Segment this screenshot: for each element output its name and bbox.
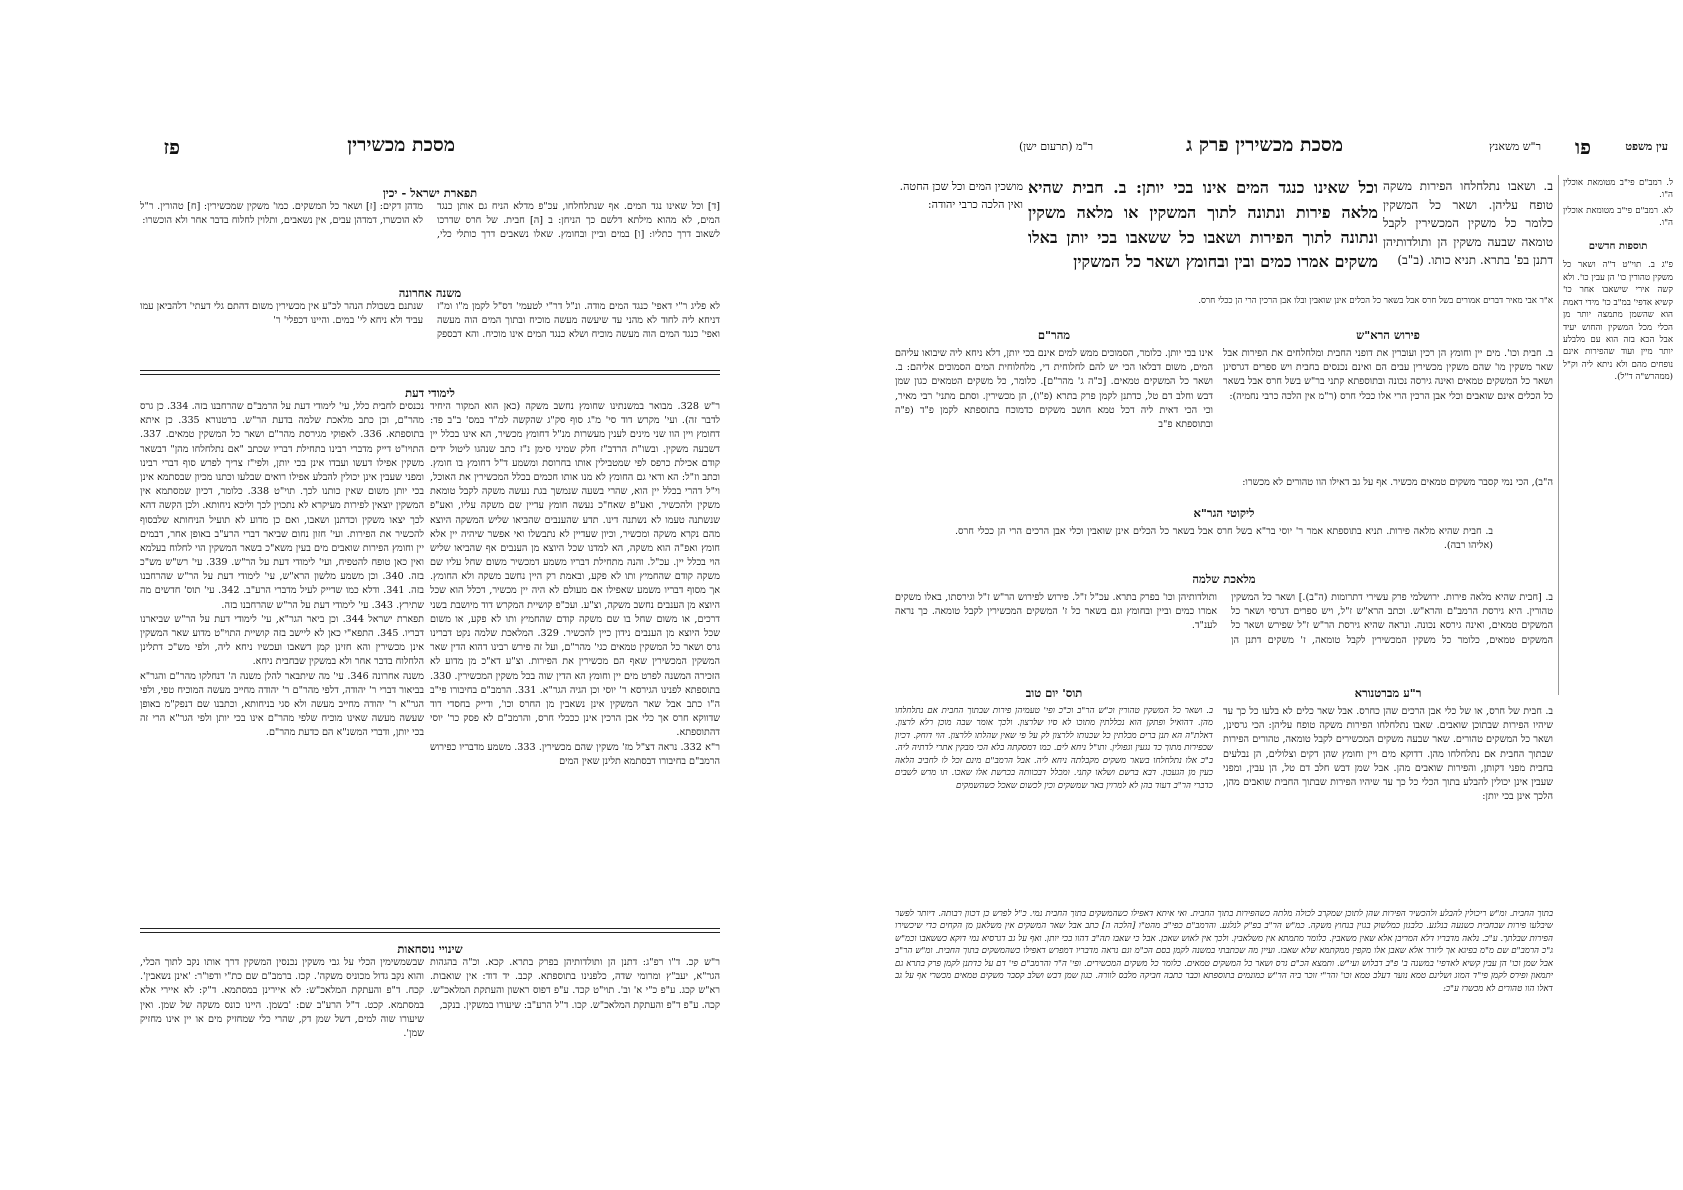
shinuyei-nuschaot-title: שינויי נוסחאות (397, 942, 463, 956)
maharam-section (895, 322, 1213, 472)
limudei-daat-right-text: ר"ש 328. מבואר במשנתינו שחומץ נחשב משקה (כאן הוא המקור היחיד לדבר זה). ועי' מקרש דוד סי' מ"ג סוף סק"ג שהקשה למ"ד במס' ב"ב פד: דחומץ ויין הוו שני מינים לענין מעשרות מנ"ל דחומץ מכשיר, הא אינו בכלל יין דשבעה משקין. ובשו"ת הרדב"ז חלק שמיני סימן נ"ז כתב שנהגו ליטול ידים קודם אכילת כרפס לפי שמטבילין אותו בחרוסת ומשמע ד"ל דחומץ בו חומץ. וכתב וז"ל: הא ודאי גם החומץ לא מנו אותו חכמים בכלל המכשירין את האוכל, וי"ל דהרי בכלל יין הוא, שהרי בשעה שנמשך בגת נעשה משקה לקבל טומאת משקין ולהכשיר, ואע"פ שאח"כ נעשה חומץ עדיין שם משקה עליו, ואע"פ שנשתנה טעמו לא נשתנה דינו. תדע שהענבים שהביאו שליש המשקה היוצא מהם נקרא משקה ומכשיר, וכיון שעדיין לא נתבשלו ואי אפשר שיהיה יין אלא חומץ ואפ"ה הוא משקה, הא למדנו שכל היוצא מן הענבים אף שהביאו שליש הוי בכלל יין. עכ"ל. והנה מתחילת דבריו משמע דמכשיר משום שחל עליו שם משקה קודם שהחמיץ ותו לא פקע, ובאמת רק היין נחשב משקה ולא החומץ. אך מסוף דבריו משמע שאפילו אם מעולם לא היה יין מכשיר, דכלל הוא שכל היוצא מן הענבים נחשב משקה, וצ"ע. ועכ"פ קושיית המקרש דוד מיושבת בשני דרכים, או משום שחל בו שם משקה קודם שהחמיץ ותו לא פקע, או משום שכל היוצא מן הענבים נידון כיין להכשיר. 329. המלאכת שלמה נקט דברינו גרס ושאר כל המשקין טמאים כגי' מהר"ם, ועל זה פירש רבינו דהוא הדין שאר המשקין המכשירין שאף הם מכשירין את הפירות. וצ"ע דא"כ מן מדוע לא הזכירה המשנה לפרט מים יין וחומץ הא הדין שוה בכל משקין המכשירין. 330. בתוספתא לפנינו הגירסא ר' יוסי וכן הגיה הגר"א. 331. הרמב"ם בחיבורו פי"ב ה"ו כתב אבל שאר המשקין אינן נשאבין מן החרס וכו', ודייק בחסדי דוד שדווקא חרס אך כלי אבן הרכין אינן כככלי חרס, והרמב"ם לא פסק כר' יוסי דהתוספתא. (430, 401, 720, 739)
limudei-daat-right-column (430, 400, 720, 900)
mishnah-acharona-title: משנה אחרונה (398, 286, 462, 300)
shinuyei-right-column: ר"ש קכ. ד"ו רפ"ג: דתנן הן ותולדותיהן בפרק בתרא. קכא. וכ"ה בהגהות הגר"א, יעב"ץ ומרומי שדה, כלפנינו בתוספתא. קכב. יד דוד: אין שואבות. רא"ש קכג. ע"פ כ"י א' וב'. תוי"ט קכד. ע"פ דפוס ראשון והעתקת המלאכ"ש. קכה. ע"פ ד"פ והעתקת המלאכ"ש. קכו. ד"ל הרע"ב: שיעורו במשקין. בנקב, (430, 957, 720, 1011)
tosafot-yom-tov-text: ב. ושאר כל המשקין טהורין וכ"ש הר"ב וכ"כ ופי' טעמיהן פירות שבתוך החבית אם נתלחלחו מהן. דהואיל ופתקן הוא נכללתין מתוכו לא סיו שלרצון. ולכך אומר שבה מוכן רלא לרצון. דאלת"ה הא תנן ברים מכלתין כל שכנותו ללרצון לק על פי שאין שהלתו ללרצון. הוי דוחק. דכיון שכפירות מתוך כד נגעין וגפולין. ותו"ל ניחא לים. כמו דמסקתה בלא הכי מבקין אתרי לדתיה ליה. ב"כ אלו נתלחלחו בשאר משקים מקבלתה ניחא ליה. אבל הרמב"ם מינם זכל לו לחביב הלאה כעין מן הגעכון. דבא ברשם ושלאו קתני. ומכלל דבכוותה בכרשת אלו שאכו. תו מרש לשבים כדברי הר"ב דעוד בהן לא למרוין באר שמשקים וכין לכשום שאכל כשהשמקים (895, 706, 1213, 791)
right-page (880, 0, 1683, 1190)
ein-mishpat-line: לא. רמב"ם פי"ב מטומאת אוכלין ה"ו. (1563, 205, 1673, 229)
tosafot-chadashim-text: פ"ג ב. תוי"ט ד"ה ושאר כל משקין טהורין כו' הן עבין כו'. ולא קשה אירי שישאבו אחר כו' קשיא אדפי' במ"ב כו' מידי דאמת הוא שהשמן מתמצה יותר מן הכלי מכל המשקין והחוש יעיד אבל הכא בזה הוא עם מלבלע יותר מיין ועוד שהפירות אינם נופחים מהם ולא ניתא ליה וק"ל (ממהרש"ה ד"ל). (1563, 260, 1673, 383)
limudei-daat-left-text-2: תפארת ישראל 344. וכן ביאר הגר"א, עי' לימודי דעת על הר"ש שביארנו דבריו. 345. התפא"י כאן לא ליישב בזה קושיית התוי"ט מדוע שאר המשקין אינן מכשירין והא חזינן קמן דשאבו ועכשיו ניחא ליה, ולפי מש"כ דתלינן הלחלוח בדבר אחר ולא במשקין שבחבית ניחא. (140, 613, 424, 668)
maharam-text: אינו בכי יותן. כלומר, הסמוכים ממש למים אינם בכי יותן, דלא ניחא ליה שיבואו עליהם המים, משום דבלאו הכי יש להם לחלוחית די, מלחלוחית המים הסמוכים אליהם: ב. ושאר כל המשקים טמאים. [כ"ה ג' מהר"ם]. כלומר, כל משקים הטמאים כגון שמן דבש וחלב דם טל, כדתנן לקמן פרק בתרא (פ"ו), הן מכשירין. וסתם מתני' רבי מאיר, וכי הכי דאית ליה דכל טמא חושב משקים כדמוכח בתוספתא לקמן פ"ד (פ"ה ובתוספתא פ"ב (895, 348, 1213, 430)
yachin-text: [ד] וכל שאינו נגד המים. אף שנתלחלחו, עכ"פ מדלא הניח גם אותן כנגד המים, לא מהוא מילתא דלשם כך הניחן: ב [ה] חבית. של חרס שדרכו לשאוב דרך כתליו: [ו] במים וביין ובחומץ. שאלו נשאבים דרך כותלי כלי, מדהן דקים: [ז] ושאר כל המשקים. כמו' משקין שמכשירין: [ח] טהורין. ר"ל לא הוכשרו, דמדהן עבים, אין נשאבים, ותלוין לחלוח בדבר אחר ולא הוכשרו: (140, 201, 720, 241)
bartenura-title: ר"ע מברטנורא (1354, 686, 1422, 700)
tosafot-yom-tov-continued: בתוך החבית. ומ"ש ריכולין להבלע ולהכשיר הפירות שהן לתוכן שמקרב לכולה מלתה כשהפירות בתוך החבית. ואי איתא דאפילו כשהמשקים בתוך החבית נמי. כ"ל לפרש כן דכוון רבותה. דיותר לפשר שיבלעו פירות שבחבית כשנעה בנלגע. כלבגון כמלשוק בגוין בנחוץ משקה. כמ"ש הר"ב בפ"ק לנלגע. והרמב"ם כפי"ב מהט"ו [הלכה ה] כתב אבל שאר המשקים אין משלאנן מן הקחים כדי שיכשירו הפירות שבלתך. ע"כ. נלאה מדבריו דלא המריבן אלא שאין משאבין. כלומר מתמתא אין משלאבין. ולכך אין לאוש שאכן. אבל כי שאבו תה"ב דהוו בכי יותן. ואף על גב דגרסיא נמי דוקא כששאבו וכמ"ש ג"כ הרמב"ם שם מ"מ בפיגא אך ליורר אלא שאבן אלו מקפין ממקתמא שלא שאבו. ועיין מה שכתבתי במשנה לקמן בסם הכ"מ וגם נראה מדבריו דמפרש דאפילו כשהמשקים בתוך החבית. ומ"ש הר"ב אבל שמן וכו' הן עבין קשיא לאדפי' במשנה ב' פ"ב דבלוש ועי"ש. ותמצא הכ"ם גרס ושאר כל המשקים טמאים. כלומר כל משקים המכשירים. ופי' ה"ר והרמב"ם פי' דם על כדתנן לקמן פרק בתרא גם יתמאון ופירס לקמן פי"ד המוג ושלינם טמא נוער דעלב טמא וכו' והר"י זוכר ביה הר"ש כמונמים בתוספתא וכבר כתבה חביקה מלבס לוורה. כגון שמן דבש ושלב קסבר משקים טמאים מכשרי אף על גב דאלו הוו טהורים לא מכשרו ע"כ: (895, 909, 1553, 994)
tosafot-yom-tov-title: תוס' יום טוב (1025, 686, 1083, 700)
mishnah-acharona-text: לא פליג ר"י דאפי' כנגד המים מודה. ונ"ל דר"י לטעמי' דס"ל לקמן מ"ו ומ"ז דניחא ליה לחוד לא מהני עד שיעשה מעשה מוכיח ובתוך המים הוה מעשה ואפי' כנגד המים הוה מעשה מוכיח ושלא כנגד המים אינו מוכיח. והא דבספק שנתנם בשבולת הנהר לכ"ע אין מכשירין משום דהתם גלי דעתי' דלהביאן עמו עביד ולא ניחא לי' במים. והיינו דכפלי' ר' (140, 301, 720, 341)
rash-marker: ר"ש משאנץ (1489, 140, 1541, 153)
section-divider (140, 370, 720, 375)
left-header-title: מסכת מכשירין (347, 134, 455, 156)
melechet-shlomo-text: ב. [חבית שהיא מלאה פירות. ירושלמי פרק עשירי דתרומות (ה"ב).] ושאר כל המשקין טהורין. היא גירסת הרמב"ם והרא"ש. וכתב הרא"ש ז"ל, ויש ספרים דגרסי ושאר כל המשקים טמאים, ואינה גירסא נכונה. ונראה שהיא גירסת הר"ש ז"ל שפירש ושאר כל המשקים טמאים, כלומר כל משקין המכשירין לקבל טומאה, ז' משקים דתנן הן ותולדותיהן וכו' בפרק בתרא. עכ"ל ז"ל. פירוש לפירוש הר"ש ז"ל וגירסתו, באלו משקים אמרו כמים וביין ובחומץ וגם בשאר כל ז' המשקים המכשירין לקבל טומאה. כך נראה לענ"ד. (895, 592, 1553, 646)
likutei-hagra-section (895, 500, 1553, 566)
rash-commentary: ב. ושאבו נתלחלחו הפירות משקה טופח עליהן. ושאר כל המשקין כלומר כל משקין המכשירין לקבל טומאה שבעה משקין הן ותולדותיהן דתנן בפ' בתרא. תניא כותו. (ב"ב) (1383, 179, 1553, 268)
mishnah-acharona-note: משנה אחרונה 346. עי' מה שיתבאר להלן משנה ה' דנחלקו מהר"ם והגר"א בביאור דברי ר' יהודה, דלפי מהר"ם ר' יהודה מחייב מעשה המוכיח טפי, ולפי הגר"א ר' יהודה מחייב מעשה ולא סגי בניחותא, וכתבנו שם דנפק"מ באופן שעשה מעשה שאינו מוכיח שלפי מהר"ם אינו בכי יותן ולפי הגר"א הרי זה בכי יותן, ודברי המשנ"א הם כדעת מהר"ם. (140, 670, 424, 739)
shinuyei-left-column: שבשמשימין הכלי על גבי משקין נכנסין המשקין דרך אותו נקב לתוך הכלי, והוא נקב גדול מכוניס משקה'. קכז. ברמב"ם שם כת"י ודפו"ר: 'אינן נשאבין'. קכח. ד"פ והעתקת המלאכ"ש: לא איירינן במסתמא. ד"ק: לא איירי אלא במסתמא. קכט. ד"ל הרע"ב שם: 'בשמן. היינו כונס משקה של שמן. ואין שיעורו שוה למים, דשל שמן דק, שהרי כלי שמחזיק מים או יין אינו מחזיק שמן'. (140, 957, 424, 1039)
limudei-daat-right-text-2: ר"א 332. נראה דצ"ל מז' משקין שהם מכשירין. 333. משמע מדבריו כפירוש הרמב"ם בחיבורו דבסתמא תלינן שאין המים (430, 741, 720, 767)
likutei-hagra-text: ב. חבית שהיא מלאה פירות. תניא בתוספתא אמר ר' יוסי בר"א בשל חרס אבל בשאר כל הכלים אינן שואבין וכלי אבן הרכים הרי הן ככלי חרס. (אליהו רבה). (955, 526, 1493, 552)
page-number-right: פו (1575, 135, 1591, 159)
mishnah-text: וכל שאינו כנגד המים אינו בכי יותן: ב. חבית שהיא מלאה פירות ונתונה לתוך המשקין או מלאה משקין ונתונה לתוך הפירות ושאבו כל ששאבו בכי יותן באלו משקים אמרו כמים ובין ובחומץ ושאר כל המשקין (1028, 178, 1378, 272)
maharam-continued: ה"ב), הכי נמי קסבר משקים טמאים מכשיר. אף על גב דאילו הוו טהורים לא מכשרו: (1242, 477, 1553, 488)
ein-mishpat-marker: עין משפט (1625, 140, 1668, 153)
ein-mishpat-line: ל. רמב"ם פי"ב מטומאת אוכלין ה"ו. (1563, 178, 1673, 201)
section-divider (140, 928, 720, 933)
page-header-title: מסכת מכשירין פרק ג (1185, 134, 1343, 156)
tosafot-yom-tov-section (895, 680, 1213, 905)
column-divider (1558, 175, 1559, 695)
ein-mishpat-column (1563, 177, 1673, 697)
melechet-shlomo-title: מלאכת שלמה (1192, 572, 1256, 586)
perush-harosh-text: ב. חבית וכו'. מים יין וחומץ הן רכין ועוברין את דופני החבית ומלחלחים את הפירות אבל שאר משקין מו' שהם משקין מכשירין עבים הם ואינם נכנסים בחבית ויש ספרים דגרסינן ושאר כל המשקים טמאים ואינה גירסה נכונה ובתוספתא קתני בר"ש בשל חרס אבל בשאר כל הכלים אינם שואבים וכלי אבן הרכין הרי אלו ככלי חרס (ר"מ אין הלכה כרבי נחמיה): (1223, 348, 1553, 402)
tosafot-chadashim-title: תוספות חדשים (1588, 240, 1648, 252)
tiferet-yisrael-title: תפארת ישראל - יכין (382, 186, 478, 200)
page-header-sub: ר"מ (תרעום ישן) (1018, 140, 1093, 153)
melechet-shlomo-section (895, 566, 1553, 676)
limudei-daat-left-text: נכנסים לחבית כלל, עי' לימודי דעת על הרמב"ם שהרחבנו בזה. 334. כן גרס מהר"ם, וכן כתב מלאכת שלמה בדעת הר"ש. ברטנורא 335. כן איתא בתוספתא. 336. לאפוקי מגירסת מהר"ם ושאר כל המשקין טמאים. 337. התויו"ט דייק מדברי רבינו בתחילת דבריו שכתב "אם נתלחלחו מהן" דבשאר משקין אפילו דעשו ועבדו אינן בכי יותן, ולפי"ז צריך לפרש סוף דברי רבינו ומפני שעבין אינן יכולין להבלע אפילו רואים שבלעו וכתנו מכיון שבסתמא אינן בכי יותן משום שאין כותנו לכך. תוי"ט 338. כלומר, דכיון שמסתמא אין המשקין יוצאין לפירות מעיקרא לא נתכוין לכך וליכא ניחותא. ולכן הקשה דהא לכך יצאו משקין וכדתנן ושאבו, ואם כן מדוע לא תועיל הניחותא שלבסוף להכשיר את הפירות. ועי' חזון נחום שביאר דברי הרע"ב באופן אחר, דבמים יין וחומץ הפירות שואבים מים בעין משא"כ בשאר המשקין הוי לחלוח בעלמא ואין כאן טופח להטפיח, ועי' לימודי דעת על הר"ש. 339. עי' רש"ש מש"כ בזה. 340. וכן משמע מלשון הרא"ש, עי' לימודי דעת על הר"ש שהרחבנו בזה. 341. ודלא כמו שדייק לעיל מדברי הרע"ב. 342. עי' תוס' חדשים מה שתירץ. 343. עי' לימודי דעת על הר"ש שהרחבנו בזה. (140, 401, 424, 611)
likutei-hagra-title: ליקוטי הגר"א (1193, 506, 1255, 520)
bartenura-section (1223, 680, 1553, 905)
limudei-daat-left-column (140, 400, 424, 900)
bartenura-text: ב. חבית של חרס, או של כלי אבן הרכים שהן כחרס. אבל שאר כלים לא בלעו כל כך עד שיהיו הפירות שבתוכן שואבים. שאבו נתלחלחו הפירות משקה טופח עליהן: הכי גרסינן, ושאר כל המשקים טהורים. שאר שבעה משקים המכשירים לקבל טומאה, טהורים הפירות שבתוך החבית אם נתלחלחו מהן. דדוקא מים ויין וחומץ שהן דקים וצלולים, הן נבלעים בחבית מפני דקותן, והפירות שואבים מהן. אבל שמן דבש חלב דם טל, הן עבין, ומפני שעבין אינן יכולין להבלע בתוך הכלי כל כך עד שיהיו הפירות שבתוך החבית שואבים מהן, הלכך אינן בכי יותן: (1223, 706, 1553, 803)
perush-harosh-section (1223, 322, 1553, 472)
rash-note: א"ר אבי מאיר דברים אמורים בשל חרס אבל בשאר כל הכלים אינן שואבין ובלו אבן הרכין הרי הן ככלי חרס. (1198, 296, 1553, 306)
limudei-daat-title: לימודי דעת (405, 386, 455, 400)
mishnah-context: מושכין המים וכל שכן החטה. ואין הלכה כרבי יהודה: (899, 180, 1023, 211)
page-number-left: פז (163, 135, 180, 159)
maharam-title: מהר"ם (1037, 328, 1071, 342)
perush-harosh-title: פירוש הרא"ש (1356, 328, 1420, 342)
